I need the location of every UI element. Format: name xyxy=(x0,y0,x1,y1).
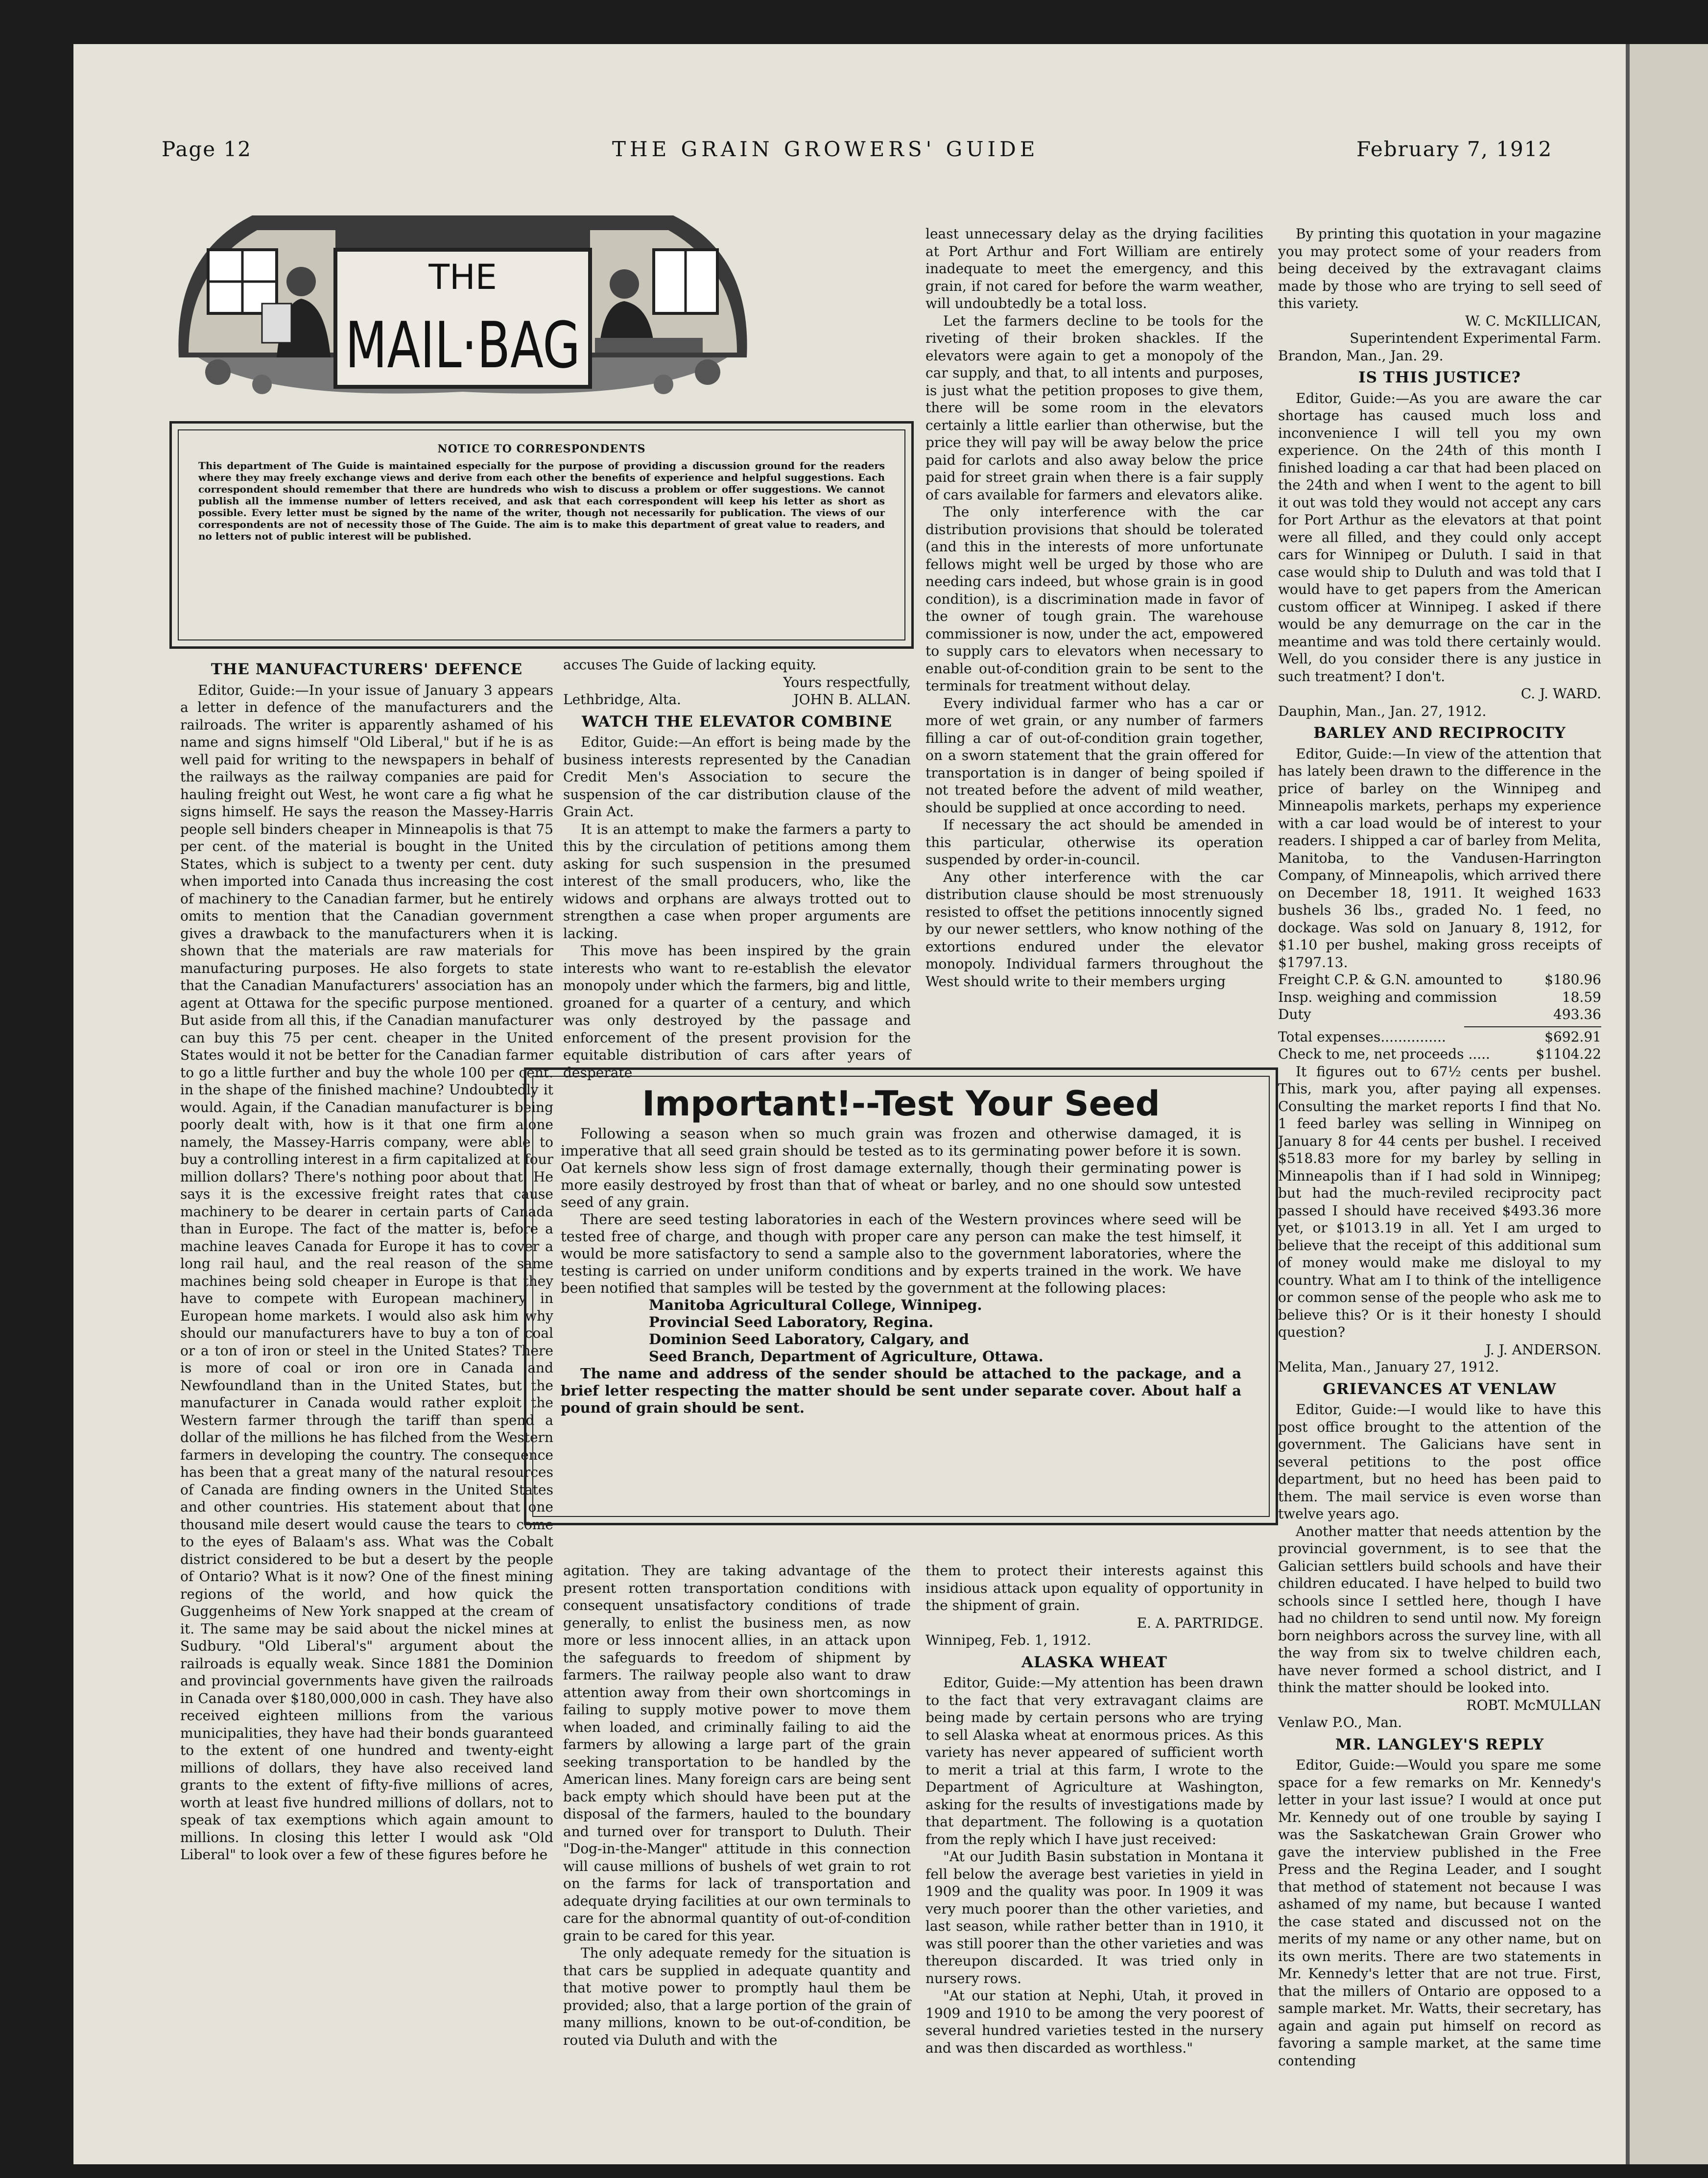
letter-continuation: least unnecessary delay as the drying facilities at Port Arthur and Fort William are entirely inadequate to meet the emergency, and this grain, if not cared for before the warm weather, will undoubtedly be a total loss. xyxy=(925,226,1263,311)
letter-paragraph: Editor, Guide:—I would like to have this post office brought to the attention of the government. The Galicians have sent in several petitions to the post office department, but no heed has been paid to them. The mail service is even worse than twelve years ago. xyxy=(1278,1401,1601,1522)
ledger-value: $180.96 xyxy=(1544,971,1601,988)
letter-continuation: accuses The Guide of lacking equity. xyxy=(563,657,817,673)
letter-dateline: Brandon, Man., Jan. 29. xyxy=(1278,347,1444,364)
notice-text: This department of The Guide is maintained especially for the purpose of providing a discussion ground for the readers where they may freely exchange views and derive from each other the benefits of experience and helpful suggestions. Each correspondent should remember that there are hundreds who wish to discuss a problem or offer suggestions. We cannot publish all the immense number of letters received, and ask that each correspondent will keep his letter as short as possible. Every letter must be signed by the name of the writer, though not necessarily for publication. The views of our correspondents are not of necessity those of The Guide. The aim is to make this department of great value to readers, and no letters not of public interest will be published. xyxy=(198,460,885,542)
column-3-top xyxy=(925,225,1263,1058)
letter-paragraph: It figures out to 67½ cents per bushel. This, mark you, after paying all expenses. Consulting the market reports I find that No. 1 feed barley was selling in Winnipeg on January 8 for 44 cents per bushel. I received $518.83 more for my barley by selling in Minneapolis than if I had sold in Winnipeg; but had the much-reviled reciprocity pact passed I should have received $493.36 more yet, or $1013.19 in all. Yet I am urged to believe that the receipt of this additional sum of money would make me disloyal to my country. What am I to think of the intelligence or common sense of the people who ask me to believe this? Or is it their honesty I should question? xyxy=(1278,1063,1601,1340)
publication-title: THE GRAIN GROWERS' GUIDE xyxy=(612,137,1039,161)
letter-paragraph: Editor, Guide:—An effort is being made by the business interests represented by the Canadian Credit Men's Association to secure the suspension of the car distribution clause of the Grain Act. xyxy=(563,734,911,820)
notice-box xyxy=(169,421,914,649)
seed-test-box xyxy=(524,1067,1278,1525)
letter-paragraph: It is an attempt to make the farmers a party to this by the circulation of petitions among them asking for such suspension in the presumed interest of the small producers, who, like the widows and orphans are always trotted out to strengthen a case when proper arguments are lacking. xyxy=(563,821,911,942)
newspaper-page xyxy=(73,44,1626,2164)
letter-heading: BARLEY AND RECIPROCITY xyxy=(1313,724,1566,742)
ledger-label: Check to me, net proceeds ..... xyxy=(1278,1046,1490,1062)
ledger-label: Duty xyxy=(1278,1006,1311,1022)
letter-signature: J. J. ANDERSON. xyxy=(1485,1341,1601,1358)
ledger-value: 493.36 xyxy=(1553,1006,1601,1022)
letter-continuation: agitation. They are taking advantage of the present rotten transportation conditions with consequent unsatisfactory conditions of trade generally, to enlist the business men, as now more or less innocent allies, in an attack upon the safeguards to freedom of shipment by farmers. The railway people also want to draw attention away from their own shortcomings in failing to supply motive power to move them when loaded, and criminally failing to aid the farmers by allowing a large part of the grain seeking transportation to be handled by the American lines. Many foreign cars are being sent back empty which should have been put at the disposal of the farmers, hauled to the boundary and turned over for transport to Duluth. Their "Dog-in-the-Manger" attitude in this connection will cause millions of bushels of wet grain to rot on the farms for lack of transportation and adequate drying facilities at our own terminals to care for the abnormal quantity of out-of-condition grain to be cared for this year. xyxy=(563,1562,911,1944)
letter-paragraph: Any other interference with the car distribution clause should be most strenuously resisted to offset the petitions innocently signed by our newer settlers, who know nothing of the extortions endured under the elevator monopoly. Individual farmers throughout the West should write to their members urging xyxy=(925,869,1263,990)
notice-heading: NOTICE TO CORRESPONDENTS xyxy=(437,443,646,455)
letter-heading: THE MANUFACTURERS' DEFENCE xyxy=(211,661,523,678)
letter-paragraph: If necessary the act should be amended in this particular, otherwise its operation suspended by order-in-council. xyxy=(925,817,1263,868)
column-2-top xyxy=(563,656,911,1081)
letter-paragraph: Editor, Guide:—My attention has been drawn to the fact that very extravagant claims are being made by certain persons who are trying to sell Alaska wheat at enormous prices. As this variety has never appeared of sufficient worth to merit a trial at this farm, I wrote to the Department of Agriculture at Washington, asking for the results of investigations made by that department. The following is a quotation from the reply which I have just received: xyxy=(925,1675,1263,1847)
letter-signature-title: Superintendent Experimental Farm. xyxy=(1350,330,1601,346)
letter-dateline: Dauphin, Man., Jan. 27, 1912. xyxy=(1278,703,1487,719)
page-number: Page 12 xyxy=(162,137,252,161)
letter-dateline: Winnipeg, Feb. 1, 1912. xyxy=(925,1632,1091,1648)
letter-continuation: them to protect their interests against this insidious attack upon equality of opportunity in the shipment of grain. xyxy=(925,1562,1263,1613)
letter-paragraph: "At our station at Nephi, Utah, it proved in 1909 and 1910 to be among the very poorest of several hundred varieties tested in the nursery and was then discarded as worthless." xyxy=(925,1988,1263,2056)
letter-signature: JOHN B. ALLAN. xyxy=(793,691,911,708)
letter-paragraph: The only adequate remedy for the situation is that cars be supplied in adequate quantity and that motive power to promptly haul them be provided; also, that a large portion of the grain of many millions, known to be out-of-condition, be routed via Duluth and with the xyxy=(563,1945,911,2048)
seed-box-title: Important!--Test Your Seed xyxy=(642,1084,1160,1124)
seed-paragraph: The name and address of the sender should be attached to the package, and a brief letter respecting the matter should be sent under separate cover. About half a pound of grain should be sent. xyxy=(561,1365,1241,1416)
letter-heading: WATCH THE ELEVATOR COMBINE xyxy=(581,712,893,731)
letter-closing: Yours respectfully, xyxy=(783,674,911,690)
column-1 xyxy=(180,656,553,2106)
ledger-value: $692.91 xyxy=(1544,1028,1601,1045)
letter-heading: ALASKA WHEAT xyxy=(1021,1653,1167,1671)
column-4 xyxy=(1278,225,1601,2106)
banner-title-the: THE xyxy=(428,257,497,297)
letter-paragraph: "At our Judith Basin substation in Montana it fell below the average best varieties in yield in 1909 and the quality was poor. In 1909 it was very much poorer than the other varieties, and last season, while rather better than in 1910, it was still poorer than the other varieties and was thereupon discarded. It was tried only in nursery rows. xyxy=(925,1848,1263,1987)
letter-heading: MR. LANGLEY'S REPLY xyxy=(1335,1735,1544,1753)
column-2-bottom xyxy=(563,1562,911,2106)
ledger-label: Insp. weighing and commission xyxy=(1278,989,1497,1005)
ledger-value: $1104.22 xyxy=(1536,1046,1601,1062)
adjacent-page-edge xyxy=(1626,44,1708,2164)
letter-heading: GRIEVANCES AT VENLAW xyxy=(1323,1380,1557,1398)
ledger-label: Freight C.P. & G.N. amounted to xyxy=(1278,971,1503,988)
seed-place: Seed Branch, Department of Agriculture, Ottawa. xyxy=(649,1348,1044,1365)
letter-place: Lethbridge, Alta. xyxy=(563,691,681,708)
letter-paragraph: Editor, Guide:—As you are aware the car shortage has caused much loss and inconvenience I will tell you my own experience. On the 24th of this month I finished loading a car that had been placed on the 24th and when I went to the agent to bill it out was told they would not accept any cars for Port Arthur as the elevators at that point were all filled, and they could only accept cars for Winnipeg or Duluth. I said in that case would ship to Duluth and was told that I would have to get papers from the American custom officer at Winnipeg. I asked if there would be any demurrage on the car in the meantime and was told there certainly would. Well, do you consider there is any justice in such treatment? I don't. xyxy=(1278,390,1601,685)
letter-paragraph: Editor, Guide:—Would you spare me some space for a few remarks on Mr. Kennedy's letter in your last issue? I would at once put Mr. Kennedy out of one trouble by saying I was the Saskatchewan Grain Grower who gave the interview published in the Free Press and the Regina Leader, and I sought that method of statement not because I was ashamed of my name, but because I wanted the case stated and discussed not on the merits of my name or any other name, but on its own merits. There are two statements in Mr. Kennedy's letter that are not true. First, that the millers of Ontario are opposed to a sample market. Mr. Watts, their secretary, has again and again put himself on record as favoring a sample market, at the same time contending xyxy=(1278,1757,1601,2069)
letter-signature: W. C. McKILLICAN, xyxy=(1465,312,1601,329)
letter-paragraph: The only interference with the car distribution provisions that should be tolerated (and this in the interests of more unfortunate fellows might well be urged by those who are needing cars indeed, but whose grain is in good condition), is a discrimination made in favor of the owner of tough grain. The warehouse commissioner is now, under the act, empowered to supply cars to elevators when necessary to enable out-of-condition grain to be sent to the terminals for treatment without delay. xyxy=(925,504,1263,694)
letter-signature: C. J. WARD. xyxy=(1520,686,1601,702)
seed-paragraph: Following a season when so much grain was frozen and otherwise damaged, it is imperative that all seed grain should be tested as to its germinating power before it is sown. Oat kernels show less sign of frost damage externally, though their germinating power is more easily destroyed by frost than that of wheat or barley, and no one should sow untested seed of any grain. xyxy=(561,1125,1241,1210)
seed-place: Provincial Seed Laboratory, Regina. xyxy=(649,1314,934,1330)
letter-dateline: Venlaw P.O., Man. xyxy=(1278,1714,1402,1730)
seed-place: Manitoba Agricultural College, Winnipeg. xyxy=(649,1297,982,1313)
letter-paragraph: Another matter that needs attention by the provincial government, is to see that the Galician settlers build schools and have their children educated. I have helped to build two schools since I settled here, though I have had no children to send until now. My foreign born neighbors across the survey line, with all the way from six to twelve children each, have never formed a school district, and I think the matter should be looked into. xyxy=(1278,1523,1601,1696)
letter-dateline: Melita, Man., January 27, 1912. xyxy=(1278,1359,1499,1375)
letter-paragraph: This move has been inspired by the grain interests who want to re-establish the elevator monopoly under which the farmers, big and little, groaned for a quarter of a century, and which was only destroyed by the passage and enforcement of the present provision for the equitable distribution of cars after years of desperate xyxy=(563,943,911,1081)
ledger-label: Total expenses............... xyxy=(1278,1028,1446,1045)
ledger-value: 18.59 xyxy=(1562,989,1601,1005)
banner-title-mailbag: MAIL·BAG xyxy=(345,308,580,382)
letter-paragraph: Editor, Guide:—In view of the attention that has lately been drawn to the difference in the price of barley on the Winnipeg and Minneapolis markets, perhaps my experience with a car load would be of interest to your readers. I shipped a car of barley from Melita, Manitoba, to the Vandusen-Harrington Company, of Minneapolis, which arrived there on December 18, 1911. It weighed 1633 bushels 36 lbs., graded No. 1 feed, no dockage. Was sold on January 8, 1912, for $1.10 per bushel, making gross receipts of $1797.13. xyxy=(1278,745,1601,971)
letter-paragraph: By printing this quotation in your magazine you may protect some of your readers from being deceived by the extravagant claims made by those who are trying to sell seed of this variety. xyxy=(1278,226,1601,311)
column-3-bottom xyxy=(925,1562,1263,2106)
letter-signature: ROBT. McMULLAN xyxy=(1466,1697,1601,1713)
issue-date: February 7, 1912 xyxy=(1356,137,1553,161)
letter-paragraph: Editor, Guide:—In your issue of January 3 appears a letter in defence of the manufacturers and the railroads. The writer is apparently ashamed of his name and signs himself "Old Liberal," but if he is as well paid for writing to the newspapers in behalf of the railways as the railway companies are paid for hauling freight out West, he wont care a fig what he signs himself. He says the reason the Massey-Harris people sell binders cheaper in Minneapolis is that 75 per cent. of the material is bought in the United States, which is subject to a twenty per cent. duty when imported into Canada thus increasing the cost of machinery to the Canadian farmer, but he entirely omits to mention that the Canadian government gives a drawback to the manufacturers when it is shown that the materials are raw materials for manufacturing purposes. He also forgets to state that the Canadian Manufacturers' association has an agent at Ottawa for the specific purpose mentioned. But aside from all this, if the Canadian manufacturer can buy this 75 per cent. cheaper in the United States would it not be better for the Canadian farmer to go a little further and buy the whole 100 per cent. in the shape of the finished machine? Undoubtedly it would. Again, if the Canadian manufacturer is being poorly dealt with, how is it that one firm alone namely, the Massey-Harris company, were able to buy a controlling interest in a firm capitalized at four million dollars? There's nothing poor about that. He says it is the excessive freight rates that cause machinery to be dearer in certain parts of Canada than in Europe. The fact of the matter is, before a machine leaves Canada for Europe it has to cover a long rail haul, and the real reason of the same machines being sold cheaper in Europe is that they have to compete with European machinery in European home markets. I would also ask him why should our manufacturers have to buy a ton of coal or a ton of iron or steel in the United States? There is more of coal or iron ore in Canada and Newfoundland than in the United States, but the manufacturer in Canada would rather exploit the Western farmer through the tariff than spend a dollar of the millions he has filched from the Western farmers in developing the country. The consequence has been that a great many of the natural resources of Canada are finding owners in the United States and other countries. His statement about that one thousand mile desert would cause the tears to come to the eyes of Balaam's ass. What was the Cobalt district considered to be but a desert by the people of Ontario? What is it now? One of the finest mining regions of the world, and how quick the Guggenheims of New York snapped at the cream of it. The same may be said about the nickel mines at Sudbury. "Old Liberal's" argument about the railroads is equally weak. Since 1881 the Dominion and provincial governments have given the railroads in Canada over $180,000,000 in cash. They have also received eighteen millions from the various municipalities, they have had their bonds guaranteed to the extent of one hundred and twenty-eight millions of dollars, they have also received land grants to the extent of fifty-five millions of acres, worth at least five hundred millions of dollars, not to speak of tax exemptions which again amount to millions. In closing this letter I would ask "Old Liberal" to look over a few of these figures before he xyxy=(180,682,553,1863)
letter-paragraph: Every individual farmer who has a car or more of wet grain, or any number of farmers filling a car of out-of-condition grain together, on a sworn statement that the grain offered for transportation is in danger of being spoiled if not treated before the advent of mild weather, should be supplied at once according to need. xyxy=(925,695,1263,816)
seed-paragraph: There are seed testing laboratories in each of the Western provinces where seed will be tested free of charge, and though with proper care any person can make the test himself, it would be more satisfactory to send a sample also to the government laboratories, where the testing is carried on under uniform conditions and by experts trained in the work. We have been notified that samples will be tested by the government at the following places: xyxy=(561,1211,1241,1296)
letter-signature: E. A. PARTRIDGE. xyxy=(1137,1614,1263,1631)
letter-paragraph: Let the farmers decline to be tools for the riveting of their broken shackles. If the elevators were again to get a monopoly of the car supply, and that, to all intents and purposes, is just what the petition proposes to give them, there will be some room in the elevators certainly a little earlier than otherwise, but the price they will pay will be away below the price paid for carlots and also away below the price paid for street grain when there is a fair supply of cars available for farmers and elevators alike. xyxy=(925,312,1263,503)
mail-bag-banner xyxy=(169,196,757,406)
seed-place: Dominion Seed Laboratory, Calgary, and xyxy=(649,1331,969,1348)
letter-heading: IS THIS JUSTICE? xyxy=(1358,369,1521,386)
